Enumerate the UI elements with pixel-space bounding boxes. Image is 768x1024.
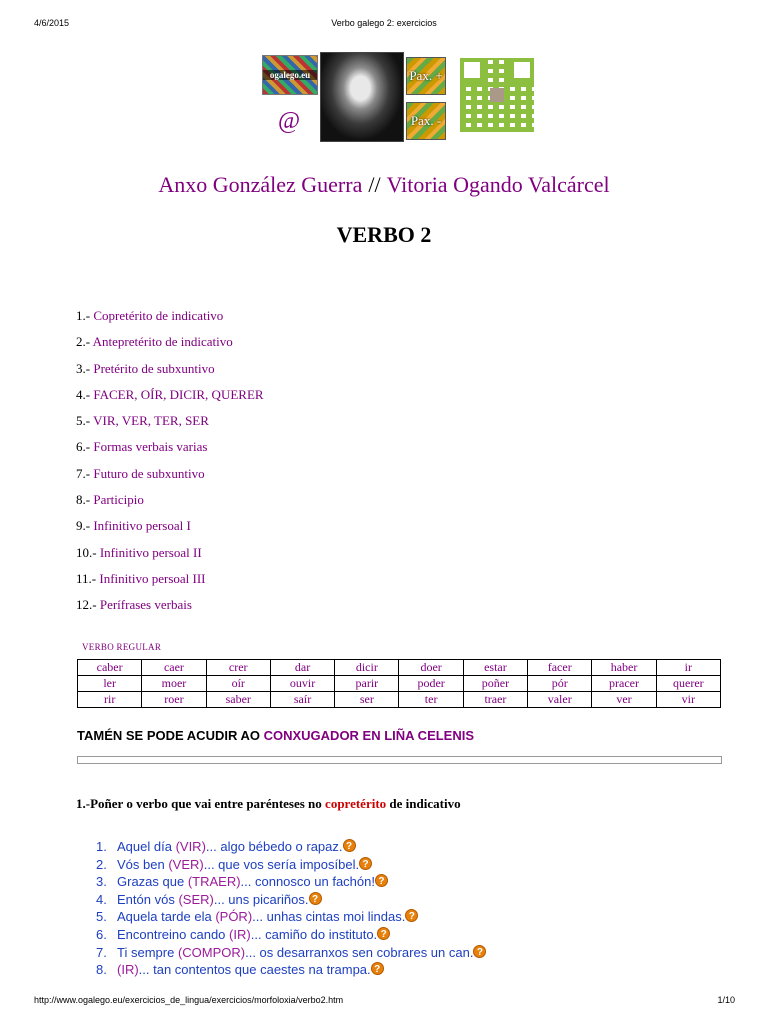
help-icon[interactable]: ?	[359, 857, 372, 870]
verb-link[interactable]: vir	[656, 692, 720, 708]
verb-link[interactable]: moer	[142, 676, 206, 692]
exercise-text-end: ... uns picariños.	[213, 891, 309, 907]
exercise-index	[76, 306, 264, 622]
print-url: http://www.ogalego.eu/exercicios_de_lingua/exercicios/morfoloxia/verbo2.htm	[34, 995, 344, 1005]
exercise-list	[96, 838, 486, 979]
verb-table-row	[78, 692, 721, 708]
index-item: 2.- Antepretérito de indicativo	[76, 334, 233, 350]
section-1-tail: de indicativo	[389, 796, 461, 811]
verb-link[interactable]: pór	[528, 676, 592, 692]
verb-link[interactable]: oír	[206, 676, 270, 692]
verb-link[interactable]: facer	[528, 660, 592, 676]
help-icon[interactable]: ?	[371, 962, 384, 975]
exercise-item	[96, 926, 486, 944]
exercise-item	[96, 961, 486, 979]
exercise-text-end: ... tan contentos que caestes na trampa.	[138, 962, 371, 978]
verb-link[interactable]: ler	[78, 676, 142, 692]
index-item: 4.- FACER, OÍR, DICIR, QUERER	[76, 386, 264, 402]
section-1-instruction: Poñer o verbo que vai entre parénteses no	[90, 796, 322, 811]
exercise-item	[96, 856, 486, 874]
print-page-number: 1/10	[717, 995, 735, 1005]
exercise-text-end: ... connosco un fachón!	[240, 874, 375, 890]
print-title: Verbo galego 2: exercicios	[331, 18, 437, 28]
verb-table-caption[interactable]: VERBO REGULAR	[82, 642, 162, 652]
print-date: 4/6/2015	[34, 18, 70, 28]
exercise-number: 7.	[96, 944, 107, 960]
verb-link[interactable]: crer	[206, 660, 270, 676]
verb-link[interactable]: saber	[206, 692, 270, 708]
exercise-text-end: ... os desarranxos sen cobrares un can.	[245, 944, 474, 960]
verb-link[interactable]: ouvir	[270, 676, 334, 692]
verb-link[interactable]: saír	[270, 692, 334, 708]
verb-link[interactable]: parir	[335, 676, 399, 692]
conjugator-link[interactable]: CONXUGADOR EN LIÑA CELENIS	[263, 728, 475, 743]
exercise-text-start: Encontreino cando	[117, 926, 226, 942]
verb-link[interactable]: poder	[399, 676, 463, 692]
index-item: 10.- Infinitivo persoal II	[76, 544, 202, 560]
index-link[interactable]: FACER, OÍR, DICIR, QUERER	[93, 386, 264, 402]
exercise-text-start: Entón vós	[117, 891, 175, 907]
exercise-text-end: ... camiño do instituto.	[250, 926, 378, 942]
verb-link[interactable]: ter	[399, 692, 463, 708]
verb-link[interactable]: rir	[78, 692, 142, 708]
index-item: 1.- Copretérito de indicativo	[76, 308, 224, 323]
verb-link[interactable]: doer	[399, 660, 463, 676]
author-2: Vitoria Ogando Valcárcel	[386, 172, 610, 197]
index-link[interactable]: Perífrases verbais	[99, 597, 192, 613]
exercise-text-start: Vós ben	[117, 856, 165, 872]
verb-link[interactable]: dicir	[335, 660, 399, 676]
verb-link[interactable]: valer	[528, 692, 592, 708]
verb-link[interactable]: roer	[142, 692, 206, 708]
index-link[interactable]: VIR, VER, TER, SER	[93, 413, 209, 429]
exercise-verb: (IR)	[117, 962, 139, 978]
index-link[interactable]: Infinitivo persoal I	[93, 518, 191, 534]
verb-table-row	[78, 660, 721, 676]
banner	[262, 52, 534, 142]
index-item: 7.- Futuro de subxuntivo	[76, 465, 205, 481]
conjugator-notice	[77, 728, 474, 743]
index-item: 8.- Participio	[76, 492, 144, 508]
email-at-icon[interactable]: @	[278, 108, 301, 134]
divider-box	[77, 756, 722, 764]
section-1-highlight: copretérito	[325, 796, 387, 811]
exercise-verb: (VIR)	[175, 839, 206, 854]
exercise-item	[96, 908, 486, 926]
authors-line	[0, 172, 768, 198]
exercise-verb: (TRAER)	[187, 874, 241, 890]
verb-table	[77, 659, 721, 708]
index-link[interactable]: Infinitivo persoal III	[99, 570, 206, 586]
exercise-text-end: ... que vos sería imposíbel.	[203, 856, 360, 872]
exercise-number: 6.	[96, 926, 107, 942]
exercise-number: 3.	[96, 874, 107, 890]
help-icon[interactable]: ?	[309, 892, 322, 905]
verb-link[interactable]: caber	[78, 660, 142, 676]
index-link[interactable]: Pretérito de subxuntivo	[93, 360, 215, 376]
exercise-text-end: ... unhas cintas moi lindas.	[252, 909, 406, 925]
verb-link[interactable]: poñer	[463, 676, 527, 692]
exercise-text-end: ... algo bébedo o rapaz.	[205, 839, 343, 854]
index-item: 12.- Perífrases verbais	[76, 597, 192, 613]
help-icon[interactable]: ?	[375, 874, 388, 887]
conjugator-prefix: TAMÉN SE PODE ACUDIR AO	[77, 728, 260, 743]
exercise-verb: (COMPOR)	[177, 944, 246, 960]
next-page-button[interactable]: Pax. +	[406, 57, 446, 95]
author-portrait	[320, 52, 404, 142]
index-item: 3.- Pretérito de subxuntivo	[76, 360, 215, 376]
section-1-number: 1.-	[76, 796, 91, 811]
exercise-number: 5.	[96, 909, 107, 925]
verb-link[interactable]: dar	[270, 660, 334, 676]
index-link[interactable]: Antepretérito de indicativo	[92, 334, 233, 350]
exercise-number: 8.	[96, 962, 107, 978]
verb-link[interactable]: ver	[592, 692, 656, 708]
index-link[interactable]: Infinitivo persoal II	[99, 544, 202, 560]
exercise-text-start: Ti sempre	[117, 944, 175, 960]
page-title: VERBO 2	[336, 222, 432, 247]
index-link[interactable]: Participio	[93, 492, 144, 508]
exercise-text-start: Aquel día	[117, 839, 172, 854]
help-icon[interactable]: ?	[473, 945, 486, 958]
exercise-text-start: Aquela tarde ela	[117, 909, 212, 925]
verb-link[interactable]: pracer	[592, 676, 656, 692]
verb-table-row	[78, 676, 721, 692]
index-item: 6.- Formas verbais varias	[76, 439, 208, 455]
verb-link[interactable]: querer	[656, 676, 720, 692]
verb-link[interactable]: ser	[335, 692, 399, 708]
help-icon[interactable]: ?	[405, 909, 418, 922]
verb-link[interactable]: haber	[592, 660, 656, 676]
help-icon[interactable]: ?	[377, 927, 390, 940]
verb-link[interactable]: traer	[463, 692, 527, 708]
logo-text: ogalego.eu	[263, 70, 317, 80]
exercise-number: 2.	[96, 856, 107, 872]
exercise-verb: (PÓR)	[215, 909, 253, 925]
index-link[interactable]: Formas verbais varias	[93, 439, 208, 455]
exercise-item	[96, 873, 486, 891]
section-1-title	[76, 796, 461, 812]
index-link[interactable]: Futuro de subxuntivo	[93, 465, 205, 481]
verb-link[interactable]: caer	[142, 660, 206, 676]
previous-page-button[interactable]: Pax. -	[406, 102, 446, 140]
exercise-verb: (SER)	[178, 891, 214, 907]
index-item: 9.- Infinitivo persoal I	[76, 518, 191, 534]
ogalego-logo[interactable]	[262, 55, 318, 95]
verb-link[interactable]: estar	[463, 660, 527, 676]
exercise-number: 1.	[96, 839, 107, 854]
qr-code	[460, 58, 534, 132]
author-separator: //	[368, 172, 381, 197]
exercise-verb: (VER)	[168, 856, 204, 872]
exercise-number: 4.	[96, 891, 107, 907]
exercise-item	[96, 838, 486, 856]
index-item: 5.- VIR, VER, TER, SER	[76, 413, 209, 429]
exercise-item	[96, 891, 486, 909]
help-icon[interactable]: ?	[343, 839, 356, 852]
index-item: 11.- Infinitivo persoal III	[76, 570, 206, 586]
index-link[interactable]: Copretérito de indicativo	[93, 308, 224, 323]
verb-link[interactable]: ir	[656, 660, 720, 676]
author-1: Anxo González Guerra	[158, 172, 363, 197]
exercise-text-start: Grazas que	[117, 874, 185, 890]
exercise-verb: (IR)	[229, 926, 251, 942]
exercise-item	[96, 944, 486, 962]
